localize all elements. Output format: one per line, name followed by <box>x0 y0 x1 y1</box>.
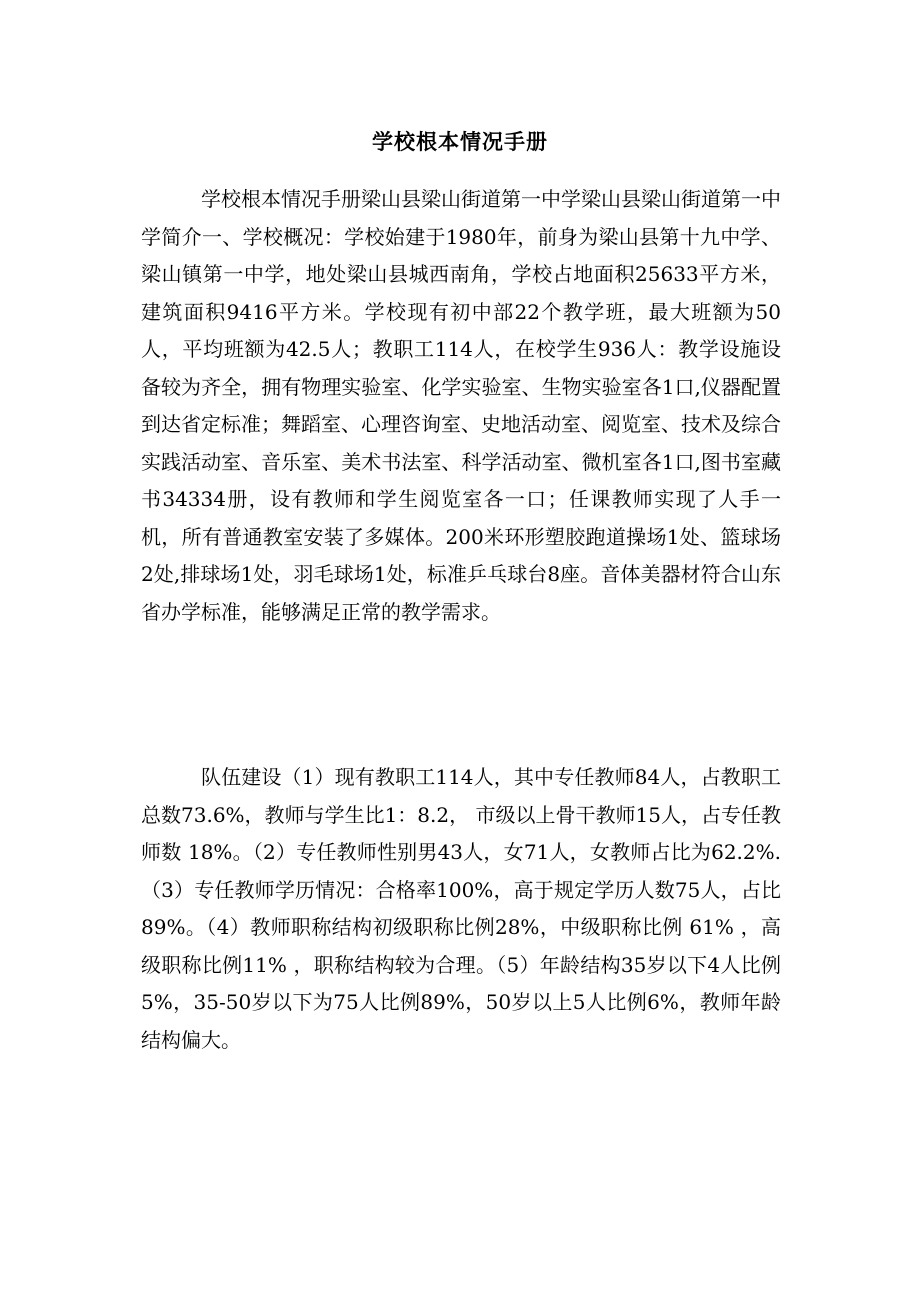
paragraph-school-overview: 学校根本情况手册梁山县梁山街道第一中学梁山县梁山街道第一中学简介一、学校概况：学校始建于1980年，前身为梁山县第十九中学、梁山镇第一中学，地处梁山县城西南角，学校占地面积25633平方米，建筑面积9416平方米。学校现有初中部22个教学班，最大班额为50人，平均班额为42.5人；教职工114人，在校学生936人：教学设施设备较为齐全，拥有物理实验室、化学实验室、生物实验室各1口,仪器配置到达省定标准；舞蹈室、心理咨询室、史地活动室、阅览室、技术及综合实践活动室、音乐室、美术书法室、科学活动室、微机室各1口,图书室藏书34334册，设有教师和学生阅览室各一口；任课教师实现了人手一机，所有普通教室安装了多媒体。200米环形塑胶跑道操场1处、篮球场2处,排球场1处，羽毛球场1处，标准乒乓球台8座。音体美器材符合山东省办学标准，能够满足正常的教学需求。 <box>141 187 781 624</box>
paragraph-staff-building: 队伍建设（1）现有教职工114人，其中专任教师84人，占教职工总数73.6%，教师与学生比1：8.2， 市级以上骨干教师15人，占专任教师数 18%。（2）专任教师性别男43人，女71人，女教师占比为62.2%.（3）专任教师学历情况：合格率100%，高于规定学历人数75人，占比89%。（4）教师职称结构初级职称比例28%，中级职称比例 61% ，高级职称比例11% ，职称结构较为合理。（5）年龄结构35岁以下4人比例5%，35-50岁以下为75人比例89%，50岁以上5人比例6%，教师年龄结构偏大。 <box>141 765 781 1052</box>
document-title: 学校根本情况手册 <box>372 130 548 154</box>
